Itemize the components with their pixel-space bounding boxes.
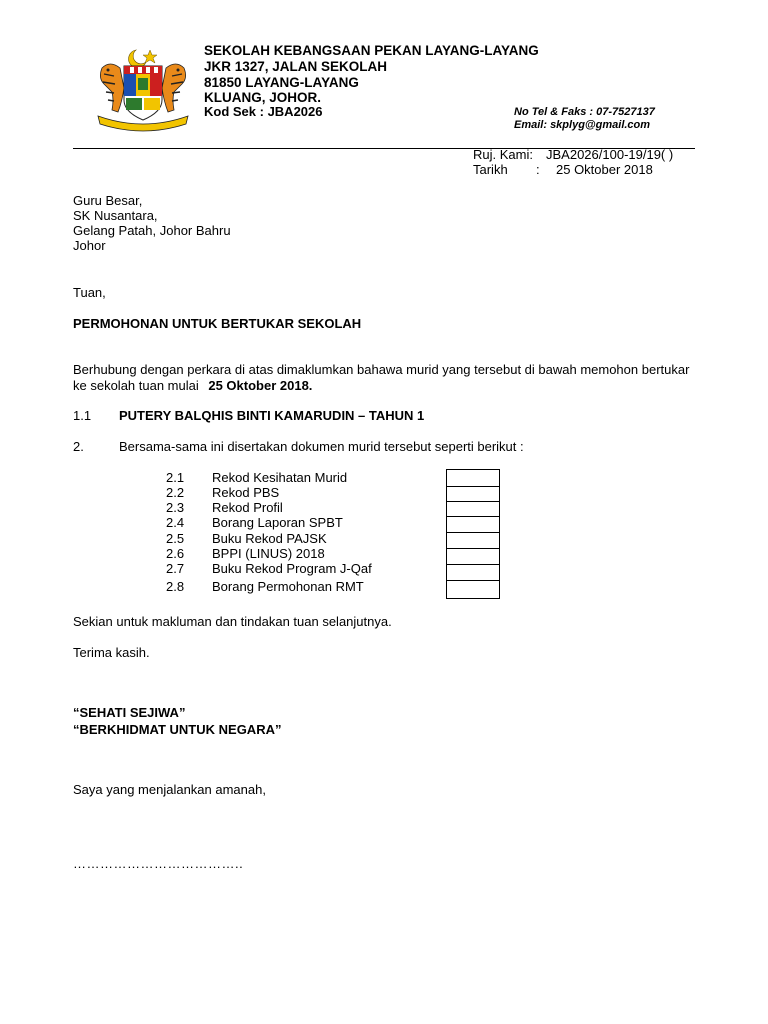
salutation: Tuan, [73, 285, 106, 300]
body-date: 25 Oktober 2018. [208, 378, 313, 393]
document-checkbox[interactable] [446, 532, 500, 549]
school-address-line1: JKR 1327, JALAN SEKOLAH [204, 59, 388, 74]
document-number: 2.1 [166, 470, 185, 485]
letter-subject: PERMOHONAN UNTUK BERTUKAR SEKOLAH [73, 316, 362, 331]
document-label: BPPI (LINUS) 2018 [212, 546, 325, 561]
recipient-line: Guru Besar, [73, 193, 143, 208]
document-label: Buku Rekod PAJSK [212, 531, 327, 546]
school-name: SEKOLAH KEBANGSAAN PEKAN LAYANG-LAYANG [204, 43, 539, 58]
document-number: 2.5 [166, 531, 185, 546]
document-number: 2.8 [166, 579, 185, 594]
reference-label: Ruj. Kami: [473, 147, 533, 162]
body-text: Berhubung dengan perkara di atas dimaklumkan bahawa murid yang tersebut di bawah memohon bertukar ke sekolah tuan mulai [73, 362, 690, 393]
document-checkbox[interactable] [446, 469, 500, 487]
document-checkbox[interactable] [446, 580, 500, 599]
thanks-line: Terima kasih. [73, 645, 150, 660]
school-phone: No Tel & Faks : 07-7527137 [514, 106, 655, 118]
reference-value: JBA2026/100-19/19( ) [546, 147, 674, 162]
closing-line: Sekian untuk makluman dan tindakan tuan selanjutnya. [73, 614, 392, 629]
recipient-line: SK Nusantara, [73, 208, 158, 223]
document-checkbox[interactable] [446, 548, 500, 565]
body-paragraph [73, 362, 695, 394]
document-checkbox[interactable] [446, 486, 500, 502]
student-name: PUTERY BALQHIS BINTI KAMARUDIN – TAHUN 1 [119, 408, 425, 423]
document-number: 2.4 [166, 515, 185, 530]
school-code: Kod Sek : JBA2026 [204, 104, 323, 119]
item-number: 1.1 [73, 408, 92, 423]
document-label: Rekod Profil [212, 500, 283, 515]
school-address-line2: 81850 LAYANG-LAYANG [204, 75, 359, 90]
recipient-line: Johor [73, 238, 106, 253]
item-number: 2. [73, 439, 84, 454]
document-checkbox[interactable] [446, 516, 500, 533]
document-number: 2.6 [166, 546, 185, 561]
document-number: 2.3 [166, 500, 185, 515]
document-label: Rekod PBS [212, 485, 280, 500]
document-label: Rekod Kesihatan Murid [212, 470, 348, 485]
document-checkbox[interactable] [446, 564, 500, 581]
school-crest [88, 46, 198, 136]
document-label: Borang Permohonan RMT [212, 579, 364, 594]
date-label: Tarikh [473, 162, 508, 177]
date-value: 25 Oktober 2018 [556, 162, 653, 177]
recipient-line: Gelang Patah, Johor Bahru [73, 223, 231, 238]
document-number: 2.7 [166, 561, 185, 576]
malaysia-coat-of-arms-icon [88, 46, 198, 136]
motto-line: “BERKHIDMAT UNTUK NEGARA” [73, 722, 282, 737]
signature-intro: Saya yang menjalankan amanah, [73, 782, 266, 797]
document-checkbox[interactable] [446, 501, 500, 517]
document-label: Buku Rekod Program J-Qaf [212, 561, 372, 576]
school-email: Email: skplyg@gmail.com [514, 119, 651, 131]
motto-line: “SEHATI SEJIWA” [73, 705, 186, 720]
school-address-line3: KLUANG, JOHOR. [204, 90, 322, 105]
signature-line: ……………………………….. [73, 856, 244, 871]
date-separator: : [536, 162, 540, 177]
document-label: Borang Laporan SPBT [212, 515, 343, 530]
document-number: 2.2 [166, 485, 185, 500]
item-text: Bersama-sama ini disertakan dokumen murid tersebut seperti berikut : [119, 439, 524, 454]
